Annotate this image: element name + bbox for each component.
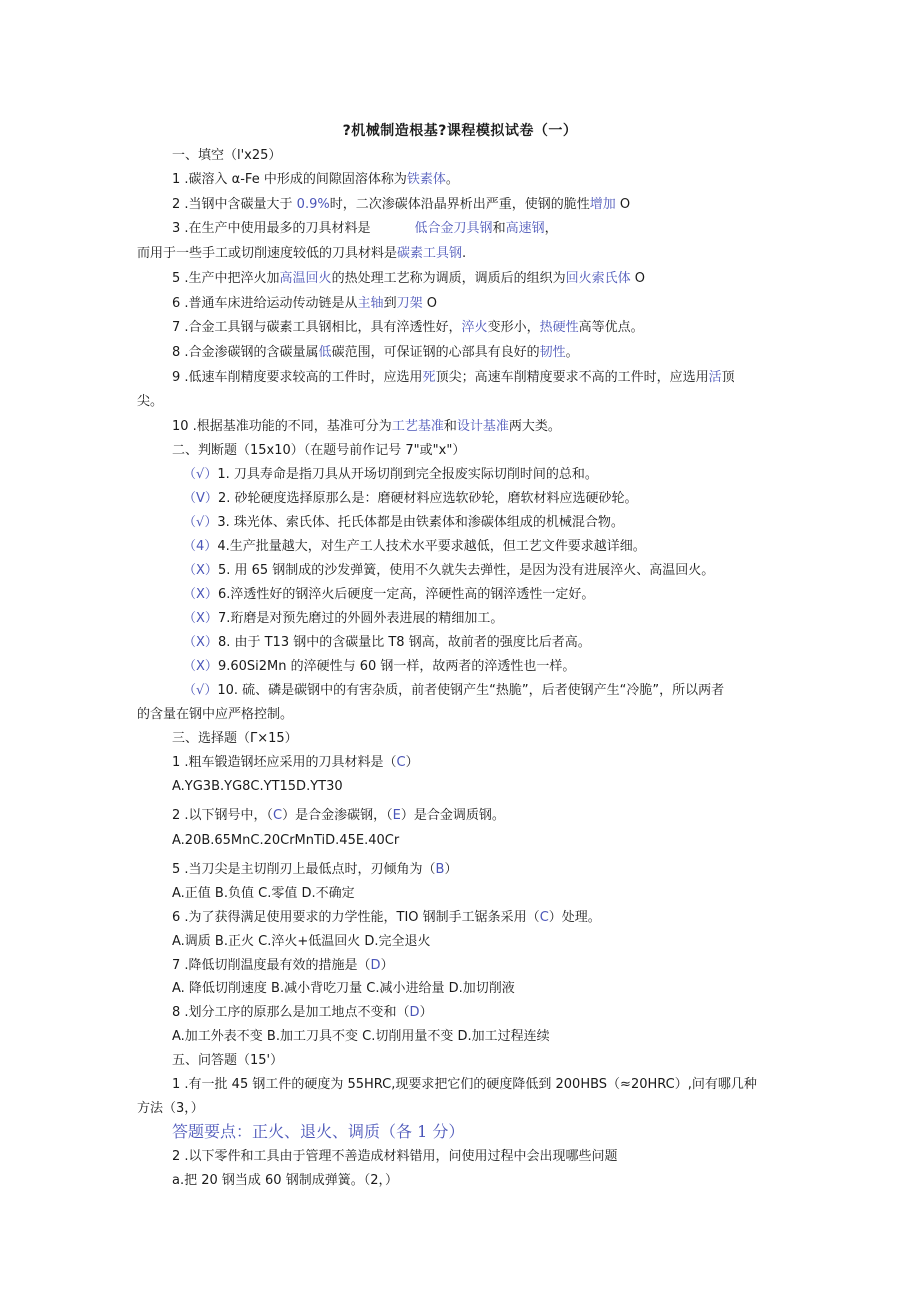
question-10: 10 .根据基准功能的不同，基准可分为工艺基准和设计基准两大类。 — [172, 419, 561, 434]
answer-mark: X — [196, 635, 205, 650]
answer: 低合金刀具钢 — [414, 221, 493, 236]
judge-9: （X）9.60Si2Mn 的淬硬性与 60 钢一样，故两者的淬透性也一样。 — [183, 659, 576, 674]
answer: 高速钢 — [505, 221, 545, 236]
qa-1: 1 .有一批 45 钢工件的硬度为 55HRC,现要求把它们的硬度降低到 200HBS（≈20HRC）,问有哪几种 — [172, 1077, 757, 1092]
answer: 铁素体 — [406, 172, 446, 187]
choice-1-options: A.YG3B.YG8C.YT15D.YT30 — [172, 779, 343, 794]
qa-1-cont: 方法（3，） — [137, 1101, 204, 1116]
answer: 热硬性 — [539, 320, 579, 335]
question-5: 5 .生产中把淬火加高温回火的热处理工艺称为调质，调质后的组织为回火索氏体 O — [172, 271, 645, 286]
section-qa: 五、问答题（15'） — [172, 1053, 284, 1068]
judge-10-cont: 的含量在钢中应严格控制。 — [137, 707, 294, 722]
answer-mark: X — [196, 587, 205, 602]
answer: 活 — [708, 370, 722, 385]
judge-5: （X）5. 用 65 钢制成的沙发弹簧，使用不久就失去弹性，是因为没有进展淬火、高温回火。 — [183, 563, 715, 578]
choice-2-options: A.20B.65MnC.20CrMnTiD.45E.40Cr — [172, 833, 400, 848]
question-6: 6 .普通车床进给运动传动链是从主轴到刀架 O — [172, 296, 437, 311]
choice-6: 6 .为了获得满足使用要求的力学性能，TIO 钢制手工锯条采用（C）处理。 — [172, 910, 601, 925]
answer-mark: √ — [196, 683, 205, 698]
answer: C — [396, 755, 406, 770]
answer: 韧性 — [539, 345, 566, 360]
judge-1: （√）1. 刀具寿命是指刀具从开场切削到完全报废实际切削时间的总和。 — [183, 467, 598, 482]
choice-8-options: A.加工外表不变 B.加工刀具不变 C.切削用量不变 D.加工过程连续 — [172, 1029, 550, 1044]
answer: 增加 — [589, 197, 616, 212]
qa-2-a: a.把 20 钢当成 60 钢制成弹簧。（2，） — [172, 1173, 398, 1188]
section-true-false: 二、判断题（15x10）（在题号前作记号 7"或"x"） — [172, 443, 466, 458]
answer: C — [539, 910, 549, 925]
choice-5-options: A.正值 B.负值 C.零值 D.不确定 — [172, 886, 355, 901]
question-7: 7 .合金工具钢与碳素工具钢相比，具有淬透性好，淬火变形小，热硬性高等优点。 — [172, 320, 644, 335]
answer: 回火索氏体 — [565, 271, 631, 286]
answer: 刀架 — [396, 296, 423, 311]
answer: 工艺基准 — [391, 419, 444, 434]
choice-7-options: A. 降低切削速度 B.减小背吃刀量 C.减小进给量 D.加切削液 — [172, 981, 515, 996]
judge-3: （√）3. 珠光体、索氏体、托氏体都是由铁素体和渗碳体组成的机械混合物。 — [183, 515, 624, 530]
answer-mark: X — [196, 563, 205, 578]
answer: D — [409, 1005, 420, 1020]
answer: 淬火 — [461, 320, 488, 335]
answer: 死 — [422, 370, 436, 385]
answer-mark: V — [196, 491, 205, 506]
answer: 主轴 — [357, 296, 384, 311]
judge-6: （X）6.淬透性好的钢淬火后硬度一定高，淬硬性高的钢淬透性一定好。 — [183, 587, 595, 602]
judge-4: （4）4.生产批量越大，对生产工人技术水平要求越低，但工艺文件要求越详细。 — [183, 539, 646, 554]
choice-7: 7 .降低切削温度最有效的措施是（D） — [172, 958, 394, 973]
answer: 高温回火 — [279, 271, 332, 286]
answer-mark: X — [196, 659, 205, 674]
judge-7: （X）7.珩磨是对预先磨过的外圆外表进展的精细加工。 — [183, 611, 504, 626]
answer: 低 — [318, 345, 332, 360]
question-8: 8 .合金渗碳钢的含碳量属低碳范围，可保证钢的心部具有良好的韧性。 — [172, 345, 579, 360]
qa-2: 2 .以下零件和工具由于管理不善造成材料错用，问使用过程中会出现哪些问题 — [172, 1149, 618, 1164]
answer: 碳素工具钢 — [397, 246, 463, 261]
question-1: 1 .碳溶入 α-Fe 中形成的间隙固溶体称为铁素体。 — [172, 172, 459, 187]
choice-2: 2 .以下钢号中，（C）是合金渗碳钢，（E）是合金调质钢。 — [172, 808, 505, 823]
answer: E — [392, 808, 401, 823]
judge-2: （V）2. 砂轮硬度选择原那么是：磨硬材料应选软砂轮，磨软材料应选硬砂轮。 — [183, 491, 638, 506]
question-3-cont: 而用于一些手工或切削速度较低的刀具材料是碳素工具钢. — [137, 246, 467, 261]
question-2: 2 .当钢中含碳量大于 0.9%时，二次渗碳体沿晶界析出严重，使钢的脆性增加 O — [172, 197, 631, 212]
choice-5: 5 .当刀尖是主切削刃上最低点时，刃倾角为（B） — [172, 862, 458, 877]
section-fill-blank: 一、填空（l'x25） — [172, 148, 282, 163]
answer: D — [370, 958, 381, 973]
answer: C — [273, 808, 283, 823]
choice-8: 8 .划分工序的原那么是加工地点不变和（D） — [172, 1005, 433, 1020]
answer: 0.9% — [296, 197, 330, 212]
answer-mark: √ — [196, 467, 205, 482]
page-title: ?机械制造根基?课程模拟试卷（一） — [342, 123, 578, 139]
choice-1: 1 .粗车锻造钢坯应采用的刀具材料是（C） — [172, 755, 419, 770]
qa-1-answer: 答题要点：正火、退火、调质（各 1 分） — [172, 1122, 465, 1141]
answer: 设计基准 — [456, 419, 509, 434]
judge-10: （√）10. 硫、磷是碳钢中的有害杂质，前者使钢产生“热脆”，后者使钢产生“冷脆”，所以两者 — [183, 683, 725, 698]
question-9: 9 .低速车削精度要求较高的工件时，应选用死顶尖；高速车削精度要求不高的工件时，应选用活顶 — [172, 370, 735, 385]
question-3: 3 .在生产中使用最多的刀具材料是 低合金刀具钢和高速钢， — [172, 221, 558, 236]
answer-mark: X — [196, 611, 205, 626]
choice-6-options: A.调质 B.正火 C.淬火+低温回火 D.完全退火 — [172, 934, 431, 949]
judge-8: （X）8. 由于 T13 钢中的含碳量比 T8 钢高，故前者的强度比后者高。 — [183, 635, 591, 650]
answer-mark: 4 — [196, 539, 205, 554]
answer: B — [435, 862, 445, 877]
answer-mark: √ — [196, 515, 205, 530]
question-9-cont: 尖。 — [137, 394, 164, 409]
section-choice: 三、选择题（Γ×15） — [172, 731, 298, 746]
